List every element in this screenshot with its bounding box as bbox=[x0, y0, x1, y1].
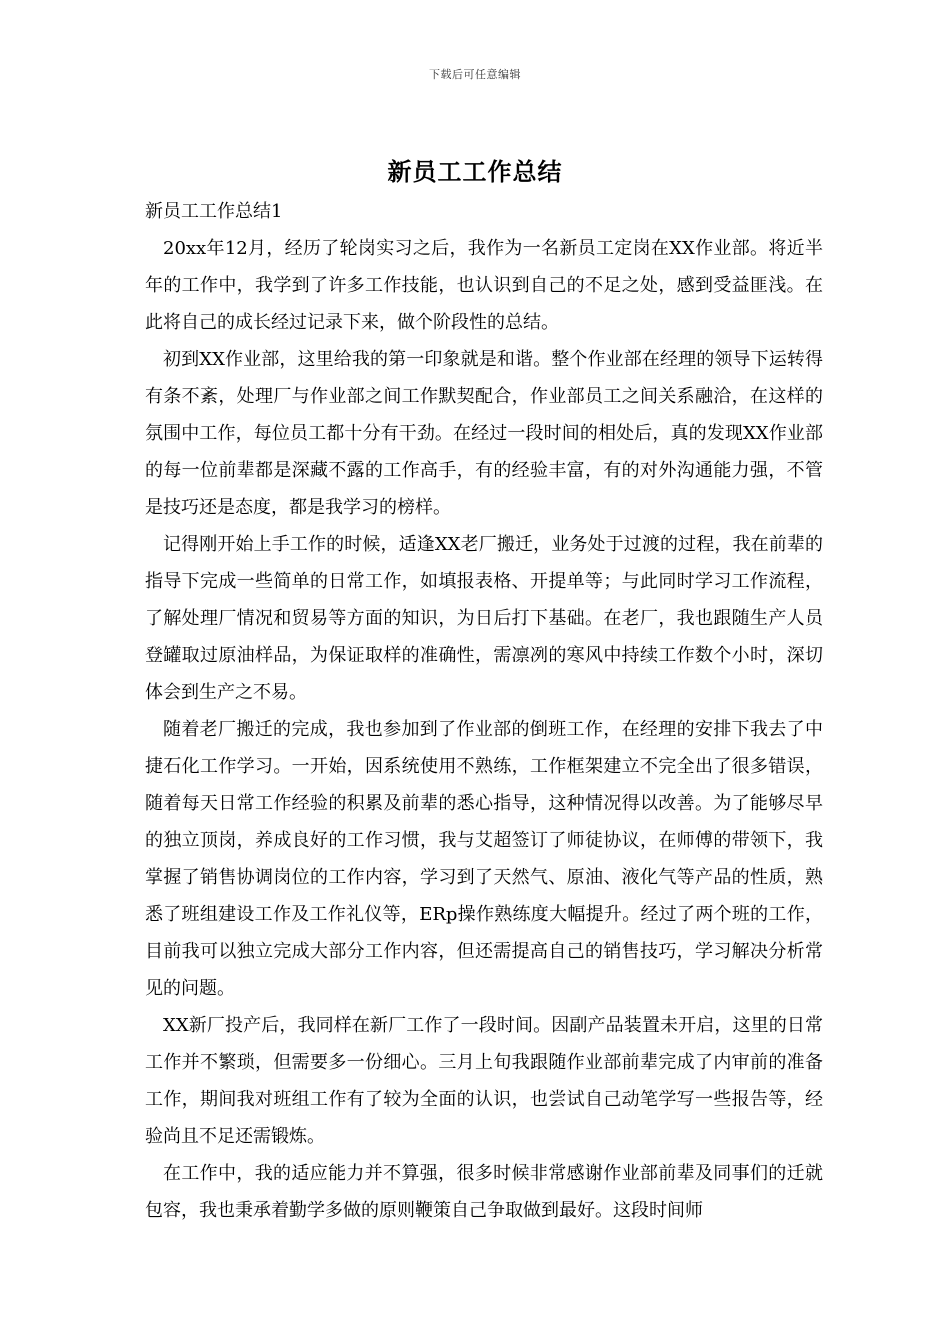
document-title: 新员工工作总结 bbox=[387, 157, 563, 186]
paragraph-4: 随着老厂搬迁的完成，我也参加到了作业部的倒班工作，在经理的安排下我去了中捷石化工作学习。一开始，因系统使用不熟练，工作框架建立不完全出了很多错误，随着每天日常工作经验的积累及前辈的悉心指导，这种情况得以改善。为了能够尽早的独立顶岗，养成良好的工作习惯，我与艾超签订了师徒协议，在师傅的带领下，我掌握了销售协调岗位的工作内容，学习到了天然气、原油、液化气等产品的性质，熟悉了班组建设工作及工作礼仪等，ERp操作熟练度大幅提升。经过了两个班的工作，目前我可以独立完成大部分工作内容，但还需提高自己的销售技巧，学习解决分析常见的问题。 bbox=[145, 719, 823, 999]
paragraph-6: 在工作中，我的适应能力并不算强，很多时候非常感谢作业部前辈及同事们的迁就包容，我也秉承着勤学多做的原则鞭策自己争取做到最好。这段时间师 bbox=[145, 1163, 823, 1221]
paragraph-1: 20xx年12月，经历了轮岗实习之后，我作为一名新员工定岗在XX作业部。将近半年的工作中，我学到了许多工作技能，也认识到自己的不足之处，感到受益匪浅。在此将自己的成长经过记录下来，做个阶段性的总结。 bbox=[145, 238, 823, 333]
paragraph-2: 初到XX作业部，这里给我的第一印象就是和谐。整个作业部在经理的领导下运转得有条不紊，处理厂与作业部之间工作默契配合，作业部员工之间关系融洽，在这样的氛围中工作，每位员工都十分有干劲。在经过一段时间的相处后，真的发现XX作业部的每一位前辈都是深藏不露的工作高手，有的经验丰富，有的对外沟通能力强，不管是技巧还是态度，都是我学习的榜样。 bbox=[145, 349, 823, 518]
header-note: 下载后可任意编辑 bbox=[429, 68, 521, 81]
section-subtitle: 新员工工作总结1 bbox=[145, 201, 283, 222]
paragraph-3: 记得刚开始上手工作的时候，适逢XX老厂搬迁，业务处于过渡的过程，我在前辈的指导下完成一些简单的日常工作，如填报表格、开提单等；与此同时学习工作流程，了解处理厂情况和贸易等方面的知识，为日后打下基础。在老厂，我也跟随生产人员登罐取过原油样品，为保证取样的准确性，需凛冽的寒风中持续工作数个小时，深切体会到生产之不易。 bbox=[145, 534, 823, 703]
paragraph-5: XX新厂投产后，我同样在新厂工作了一段时间。因副产品装置未开启，这里的日常工作并不繁琐，但需要多一份细心。三月上旬我跟随作业部前辈完成了内审前的准备工作，期间我对班组工作有了较为全面的认识，也尝试自己动笔学写一些报告等，经验尚且不足还需锻炼。 bbox=[145, 1015, 823, 1147]
document-body bbox=[145, 196, 823, 1229]
